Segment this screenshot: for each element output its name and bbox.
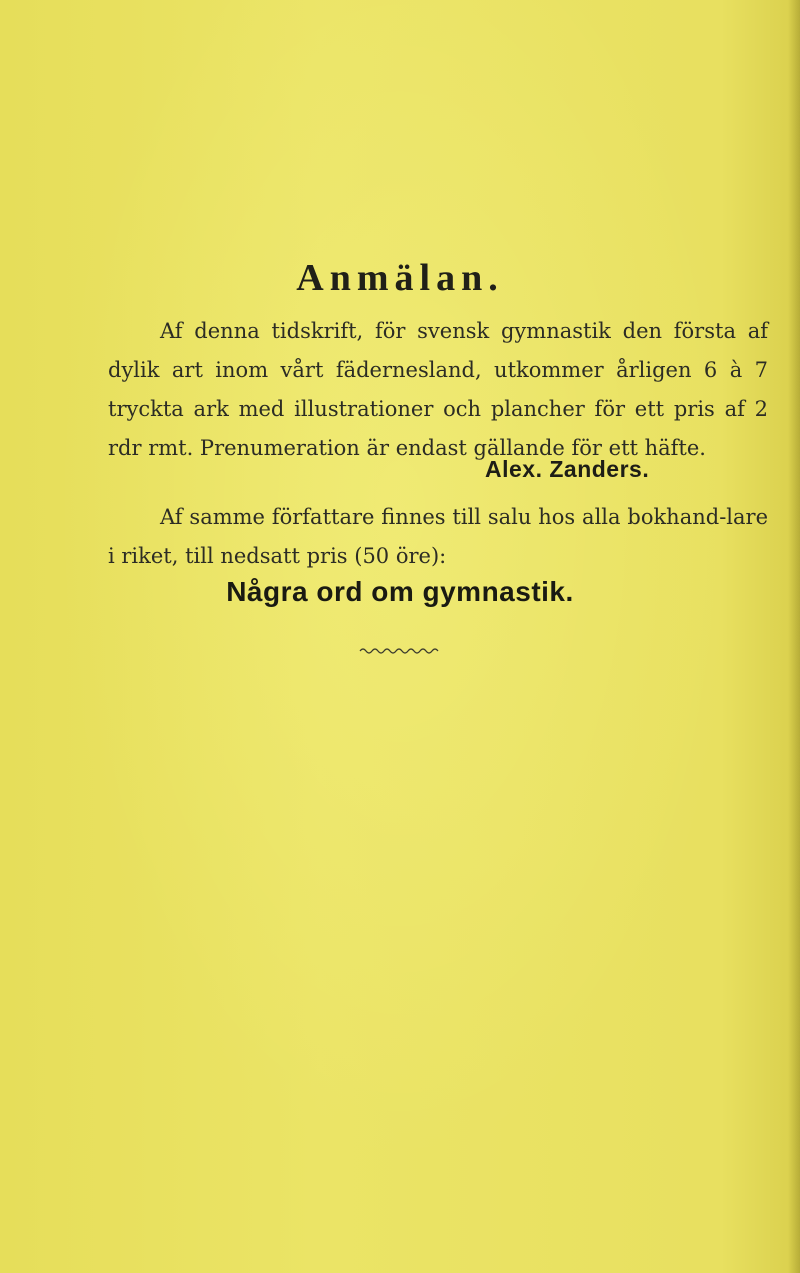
signature: Alex. Zanders. [485,456,650,482]
announcement-paragraph: Af denna tidskrift, för svensk gymnastik den första af dylik art inom vårt fädernesland, utkommer årligen 6 à 7 tryckta ark med illustrationer och plancher för ett pris af 2 rdr rmt. Prenumeration är endast gällande för ett häfte. [108,319,768,460]
book-title: Några ord om gymnastik. [226,576,574,607]
page-edge-shadow [788,0,800,1273]
notice-paragraph: Af samme författare finnes till salu hos alla bokhand-lare i riket, till nedsatt pris (50 öre): [108,505,768,568]
wavy-rule-ornament [359,646,441,654]
page-title: Anmälan. [296,257,504,299]
